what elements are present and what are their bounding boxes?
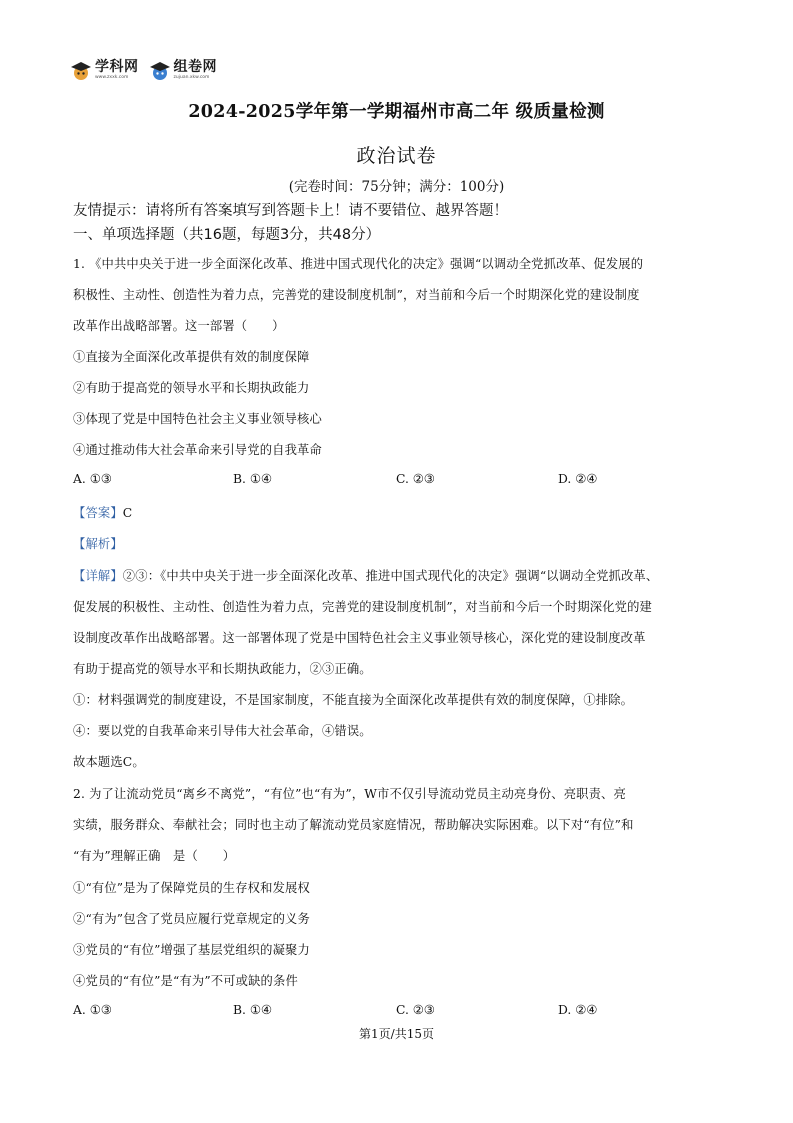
q1-statement: ②有助于提高党的领导水平和长期执政能力 (73, 381, 310, 395)
q1-stem-line: 1. 《中共中央关于进一步全面深化改革、推进中国式现代化的决定》强调“以调动全党抓改革、促发展的 (73, 257, 644, 271)
q2-option-d: D. ②④ (558, 1003, 598, 1017)
q1-option-c: C. ②③ (396, 472, 435, 486)
answer-value: C (122, 506, 133, 520)
q1-detail-line: 设制度改革作出战略部署。这一部署体现了党是中国特色社会主义事业领导核心，深化党的建设制度改革 (73, 631, 646, 645)
q2-stem-line: 实绩，服务群众、奉献社会；同时也主动了解流动党员家庭情况，帮助解决实际困难。以下对“有位”和 (73, 818, 634, 832)
q2-option-b: B. ①④ (233, 1003, 272, 1017)
q1-option-a: A. ①③ (73, 472, 112, 486)
q1-option-b: B. ①④ (233, 472, 272, 486)
q2-option-a: A. ①③ (73, 1003, 112, 1017)
exam-subtitle: 政治试卷 (356, 145, 437, 167)
graduation-cap-icon (149, 61, 171, 81)
q1-statement: ④通过推动伟大社会革命来引导党的自我革命 (73, 443, 322, 457)
logo-text: 学科网 (95, 59, 139, 75)
logo-zxxk (70, 60, 139, 81)
q1-answer (73, 503, 132, 521)
q2-option-c: C. ②③ (396, 1003, 435, 1017)
logo-text: 组卷网 (173, 59, 217, 75)
detail-tag: 【详解】 (73, 569, 123, 583)
q1-detail-line: ①：材料强调党的制度建设，不是国家制度，不能直接为全面深化改革提供有效的制度保障，①排除。 (73, 693, 634, 707)
q2-statement: ②“有为”包含了党员应履行党章规定的义务 (73, 912, 310, 926)
q2-stem-line: “有为”理解正确 是（ ） (73, 849, 236, 863)
q1-detail-line: 促发展的积极性、主动性、创造性为着力点，完善党的建设制度机制”，对当前和今后一个时期深化党的建 (73, 600, 652, 614)
q1-analysis-tag (73, 534, 123, 552)
time-info: (完卷时间：75分钟；满分：100分) (288, 179, 505, 195)
logo-url: www.zxxk.com (95, 75, 129, 80)
q1-conclusion: 故本题选C。 (73, 755, 145, 769)
detail-text: ②③：《中共中央关于进一步全面深化改革、推进中国式现代化的决定》强调“以调动全党抓改革、 (122, 569, 659, 583)
graduation-cap-icon (70, 61, 92, 81)
q2-stem-line: 2. 为了让流动党员“离乡不离党”，“有位”也“有为”，W市不仅引导流动党员主动亮身份、亮职责、亮 (73, 787, 626, 801)
logo-url: zujuan.xkw.com (173, 75, 210, 80)
page-footer: 第1页/共15页 (359, 1027, 434, 1041)
exam-title: 2024-2025学年第一学期福州市高二年 级质量检测 (188, 102, 605, 122)
q1-detail-line (73, 566, 658, 584)
analysis-tag: 【解析】 (73, 537, 123, 551)
q1-statement: ①直接为全面深化改革提供有效的制度保障 (73, 350, 310, 364)
q1-stem-line: 积极性、主动性、创造性为着力点，完善党的建设制度机制”，对当前和今后一个时期深化党的建设制度 (73, 288, 640, 302)
q1-detail-line: ④：要以党的自我革命来引导伟大社会革命，④错误。 (73, 724, 372, 738)
answer-tag: 【答案】 (73, 506, 123, 520)
q2-statement: ①“有位”是为了保障党员的生存权和发展权 (73, 881, 310, 895)
logo-bar (70, 60, 217, 81)
q2-statement: ④党员的“有位”是“有为”不可或缺的条件 (73, 974, 298, 988)
section-heading: 一、单项选择题（共16题，每题3分，共48分） (73, 227, 381, 243)
q1-detail-line: 有助于提高党的领导水平和长期执政能力，②③正确。 (73, 662, 372, 676)
q1-option-d: D. ②④ (558, 472, 598, 486)
friendly-tip: 友情提示：请将所有答案填写到答题卡上！请不要错位、越界答题！ (73, 203, 508, 219)
logo-zujuan (149, 60, 218, 81)
q2-statement: ③党员的“有位”增强了基层党组织的凝聚力 (73, 943, 310, 957)
q1-statement: ③体现了党是中国特色社会主义事业领导核心 (73, 412, 322, 426)
q1-stem-line: 改革作出战略部署。这一部署（ ） (73, 319, 285, 333)
